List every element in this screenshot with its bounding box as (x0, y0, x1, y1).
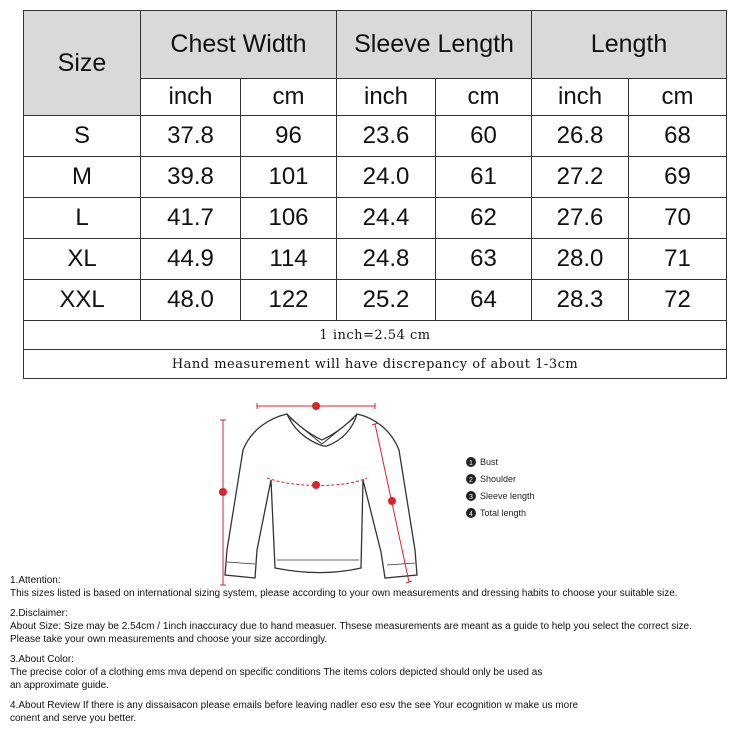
note-attention (10, 574, 745, 600)
size-label: XXL (24, 280, 141, 321)
svg-text:Total length: Total length (480, 508, 527, 518)
table-cell: 122 (241, 280, 337, 321)
sleeve-length-marker (388, 497, 396, 505)
table-cell: 24.4 (337, 198, 436, 239)
table-cell: 114 (241, 239, 337, 280)
svg-text:Bust: Bust (480, 457, 499, 467)
table-row (24, 157, 727, 198)
table-cell: 71 (629, 239, 727, 280)
table-cell: 44.9 (141, 239, 241, 280)
unit-header: inch (337, 79, 436, 116)
unit-header: inch (532, 79, 629, 116)
table-cell: 25.2 (337, 280, 436, 321)
note-disclaimer (10, 607, 745, 646)
table-cell: 106 (241, 198, 337, 239)
note-line: conent and serve you better. (10, 713, 137, 724)
sleeve-length-header: Sleeve Length (337, 11, 532, 79)
table-cell: 39.8 (141, 157, 241, 198)
table-row (24, 280, 727, 321)
svg-text:4: 4 (469, 511, 473, 518)
note-line: This sizes listed is based on international sizing system, please according to your own measurements and dressing habits to choose your suitable size. (10, 588, 678, 599)
table-row (24, 116, 727, 157)
note-line: Please take your own measurements and choose your size accordingly. (10, 634, 328, 645)
table-cell: 68 (629, 116, 727, 157)
size-label: S (24, 116, 141, 157)
svg-text:Shoulder: Shoulder (480, 474, 517, 484)
conversion-note: 1 inch=2.54 cm (24, 321, 727, 350)
svg-text:Sleeve length: Sleeve length (480, 491, 535, 501)
legend-item-sleeve-length (466, 491, 535, 501)
table-cell: 28.3 (532, 280, 629, 321)
legend-item-shoulder (466, 474, 516, 484)
unit-header: cm (436, 79, 532, 116)
table-cell: 62 (436, 198, 532, 239)
table-cell: 72 (629, 280, 727, 321)
note-line: The precise color of a clothing ems mva depend on specific conditions The items colors depicted should only be used as (10, 667, 543, 678)
svg-text:3: 3 (469, 494, 473, 501)
table-cell: 61 (436, 157, 532, 198)
note-about-review (10, 699, 745, 725)
notes-section (10, 574, 745, 732)
table-cell: 64 (436, 280, 532, 321)
table-cell: 69 (629, 157, 727, 198)
table-cell: 24.8 (337, 239, 436, 280)
table-cell: 28.0 (532, 239, 629, 280)
table-cell: 23.6 (337, 116, 436, 157)
table-row (24, 198, 727, 239)
unit-header: cm (629, 79, 727, 116)
table-cell: 60 (436, 116, 532, 157)
note-line: About Size: Size may be 2.54cm / 1inch inaccuracy due to hand measuer. Thsese measurements are meant as a guide to help you select the correct size. (10, 621, 692, 632)
unit-header: cm (241, 79, 337, 116)
size-label: M (24, 157, 141, 198)
legend-item-bust (466, 457, 499, 467)
size-label: XL (24, 239, 141, 280)
sweater-outline-icon (225, 414, 417, 578)
table-cell: 48.0 (141, 280, 241, 321)
legend-item-total-length (466, 508, 526, 518)
table-cell: 63 (436, 239, 532, 280)
table-cell: 27.2 (532, 157, 629, 198)
length-header: Length (532, 11, 727, 79)
table-cell: 96 (241, 116, 337, 157)
table-cell: 70 (629, 198, 727, 239)
table-row (24, 239, 727, 280)
svg-text:1: 1 (469, 460, 473, 467)
measurement-diagram (195, 400, 555, 595)
table-cell: 41.7 (141, 198, 241, 239)
diagram-legend (466, 457, 535, 518)
chest-width-header: Chest Width (141, 11, 337, 79)
table-cell: 24.0 (337, 157, 436, 198)
note-about-color (10, 653, 745, 692)
discrepancy-note: Hand measurement will have discrepancy of about 1-3cm (24, 350, 727, 379)
size-label: L (24, 198, 141, 239)
note-heading: 1.Attention: (10, 575, 61, 586)
table-cell: 37.8 (141, 116, 241, 157)
table-cell: 101 (241, 157, 337, 198)
note-line: 4.About Review If there is any dissaisacon please emails before leaving nadler eso esv the see Your ecognition w make us more (10, 700, 579, 711)
svg-text:2: 2 (469, 477, 473, 484)
size-header: Size (24, 11, 141, 116)
table-cell: 27.6 (532, 198, 629, 239)
bust-marker (312, 481, 320, 489)
unit-header: inch (141, 79, 241, 116)
size-chart-table (23, 10, 727, 379)
total-length-marker (219, 488, 227, 496)
note-heading: 3.About Color: (10, 654, 74, 665)
note-heading: 2.Disclaimer: (10, 608, 68, 619)
table-cell: 26.8 (532, 116, 629, 157)
shoulder-marker (312, 402, 320, 410)
note-line: an approximate guide. (10, 680, 109, 691)
